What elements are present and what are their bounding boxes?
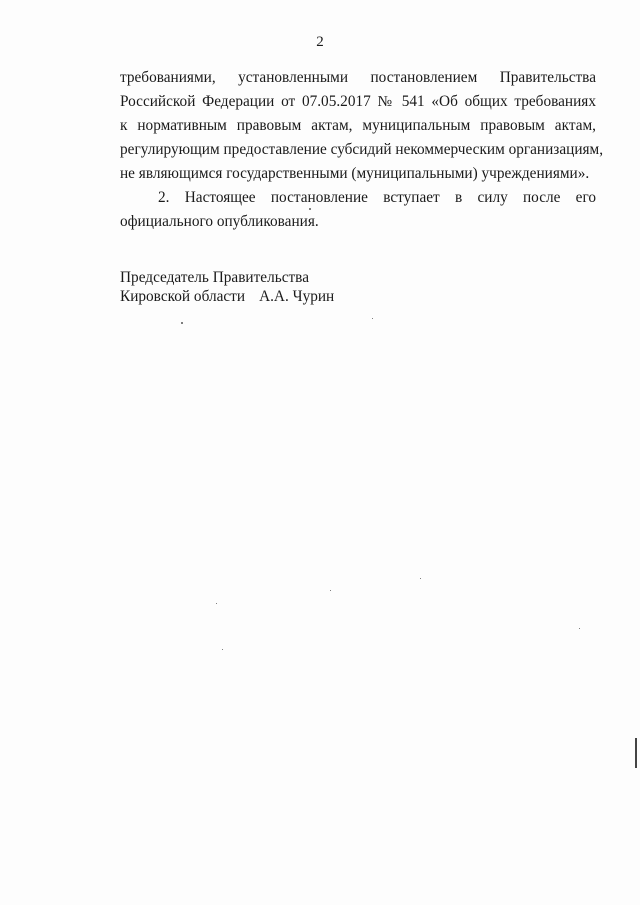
document-body (120, 66, 604, 234)
text-line: официального опубликования. (120, 213, 319, 230)
scan-edge-mark (635, 738, 637, 768)
text-line: Российской Федерации от 07.05.2017 № 541 «Об общих требованиях (120, 93, 596, 110)
signatory-region-line (120, 287, 334, 306)
scan-speck (216, 603, 217, 604)
scan-speck (309, 208, 311, 210)
signatory-name: А.А. Чурин (259, 288, 335, 305)
signatory-region: Кировской области (120, 288, 246, 305)
text-line: регулирующим предоставление субсидий некоммерческим организациям, (120, 141, 604, 158)
scan-speck (579, 628, 580, 629)
signature-block (120, 268, 334, 306)
page-number: 2 (316, 34, 324, 50)
signatory-title: Председатель Правительства (120, 269, 309, 286)
text-line: к нормативным правовым актам, муниципальным правовым актам, (120, 117, 596, 134)
text-line: требованиями, установленными постановлением Правительства (120, 69, 596, 86)
text-line: 2. Настоящее постановление вступает в силу после его (158, 189, 596, 206)
scan-speck (181, 322, 183, 324)
text-line: не являющимся государственными (муниципальными) учреждениями». (120, 165, 590, 182)
paragraph-1 (120, 66, 604, 186)
scan-speck (420, 578, 421, 579)
scan-speck (222, 649, 223, 650)
paragraph-2 (120, 186, 596, 234)
scan-speck (372, 318, 373, 319)
scan-speck (330, 590, 331, 591)
